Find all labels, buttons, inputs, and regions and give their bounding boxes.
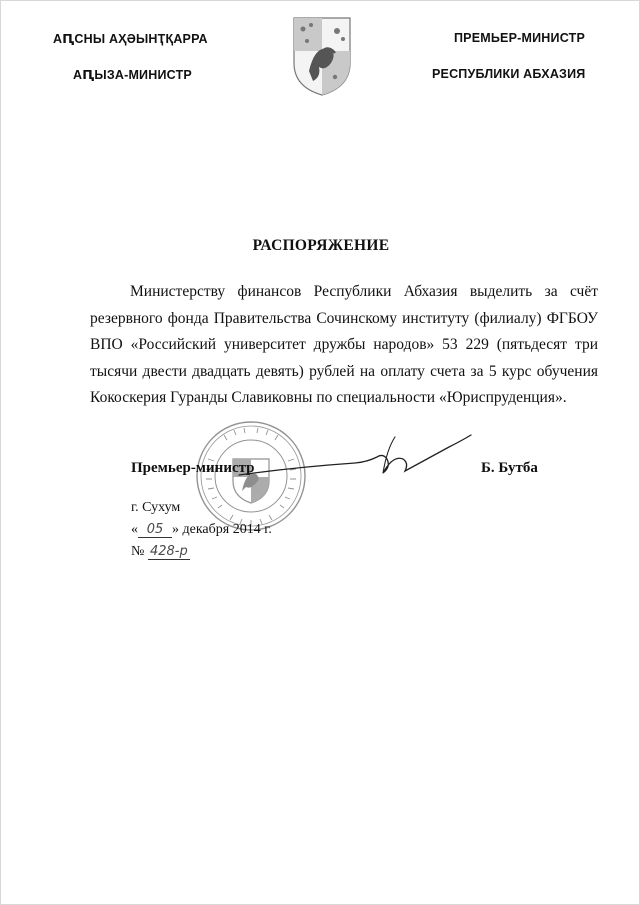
- handwritten-signature: [237, 429, 473, 495]
- coat-of-arms-icon: [291, 15, 353, 97]
- date-day: 05: [138, 522, 172, 538]
- place-of-issue: г. Сухум: [131, 500, 181, 515]
- number-sign: №: [131, 544, 145, 559]
- signatory-name: Б. Бутба: [481, 460, 538, 476]
- date-open-quote: «: [131, 522, 138, 537]
- date-month-year: » декабря 2014 г.: [172, 522, 272, 537]
- number-value: 428-р: [148, 544, 190, 560]
- document-title: РАСПОРЯЖЕНИЕ: [252, 237, 390, 254]
- document-body: Министерству финансов Республики Абхазия выделить за счёт резервного фонда Правительства Сочинскому институту (филиалу) ФГБОУ ВПО «Российский университет дружбы народов» 53 229 (пятьдесят три тысячи двести двадцать девять) рублей на оплату счета за 5 курс обучения Кокоскерия Гуранды Славиковны по специальности «Юриспруденция».: [90, 283, 598, 406]
- header-right-line1: ПРЕМЬЕР-МИНИСТР: [454, 31, 585, 45]
- header-left-line2: АԤЫЗА-МИНИСТР: [73, 68, 192, 82]
- signatory-role: Премьер-министр: [131, 460, 255, 476]
- document-number: [131, 544, 190, 560]
- issue-date: [131, 522, 272, 538]
- header-right-line2: РЕСПУБЛИКИ АБХАЗИЯ: [432, 67, 586, 81]
- header-left-line1: АԤСНЫ АҲӘЫНҬҚАРРА: [53, 32, 208, 46]
